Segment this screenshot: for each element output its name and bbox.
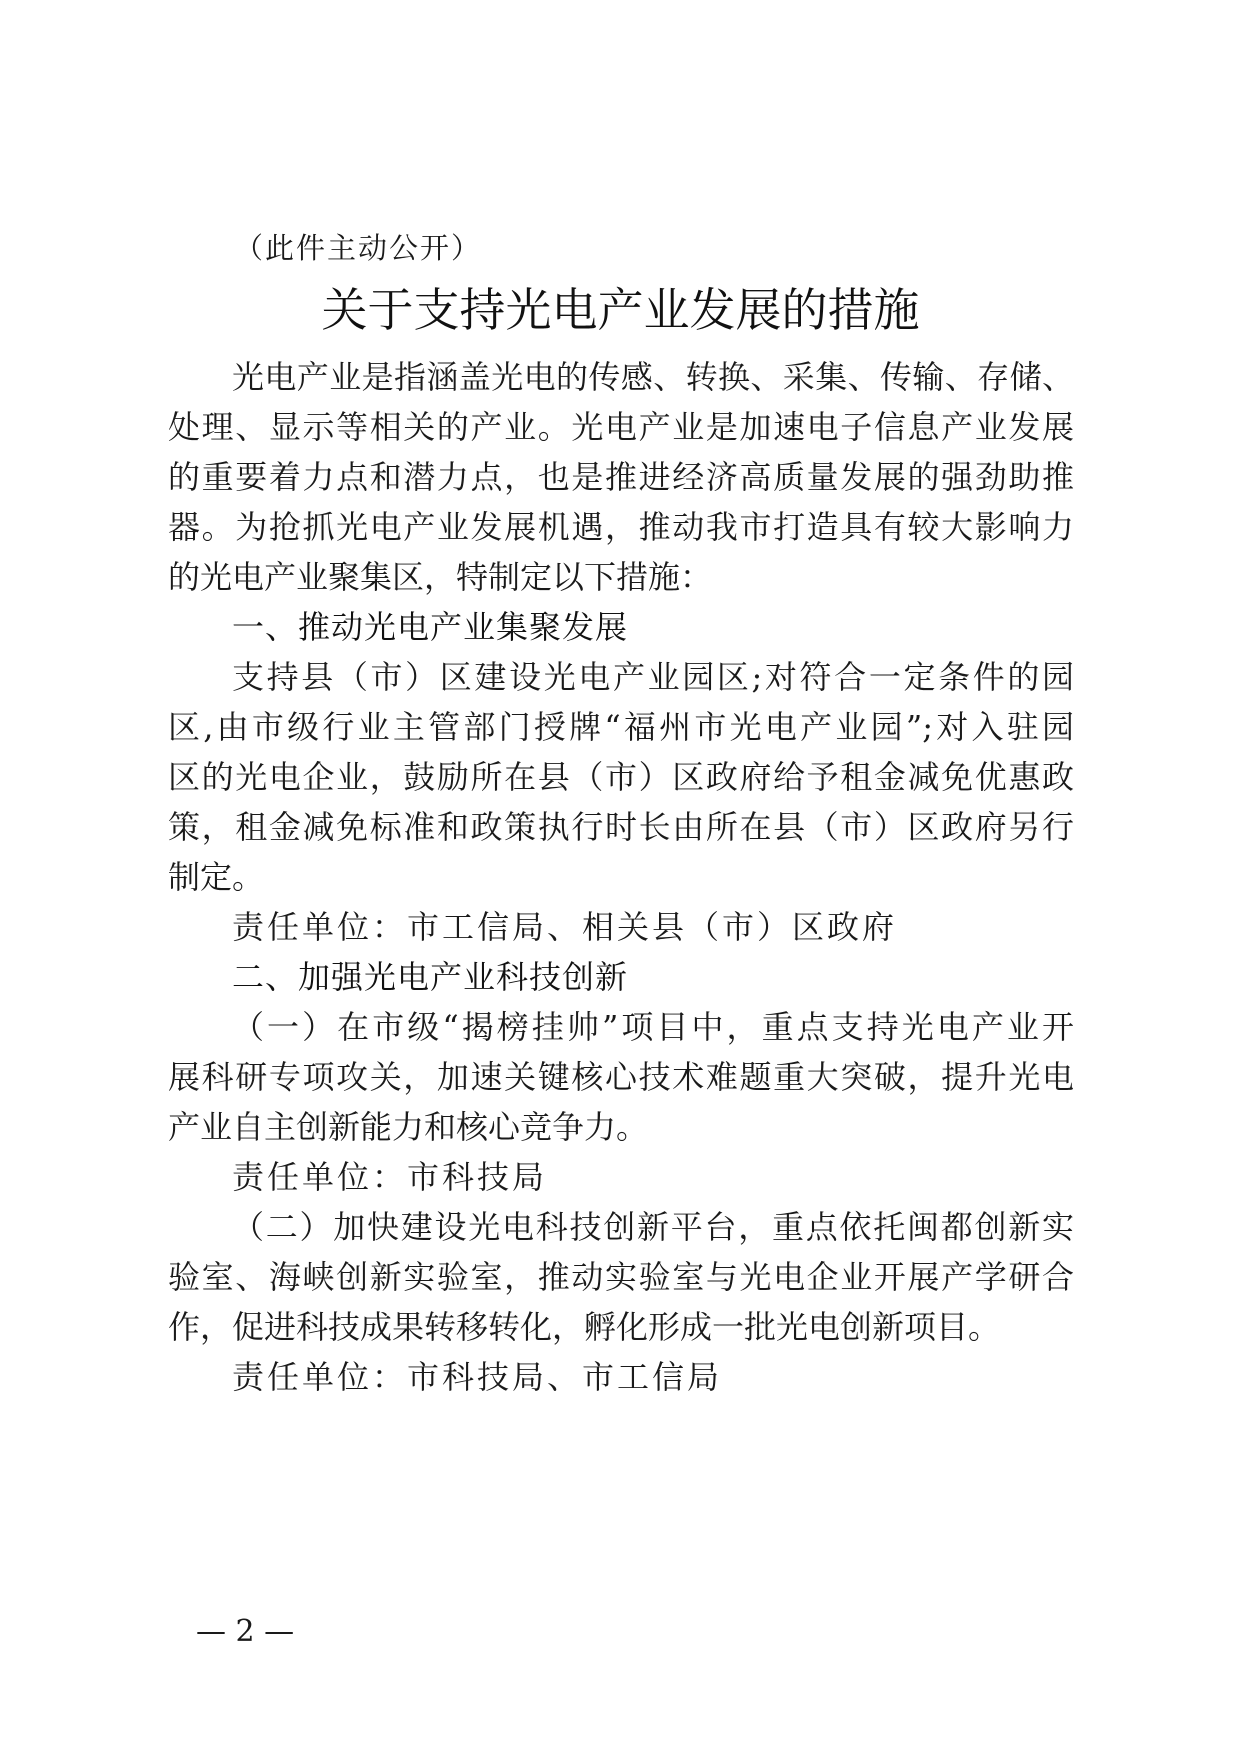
section-2-item-1-line-2: 展科研专项攻关，加速关键核心技术难题重大突破，提升光电: [168, 1058, 1074, 1096]
intro-line-1: 光电产业是指涵盖光电的传感、转换、采集、传输、存储、: [232, 358, 1074, 396]
section-2-heading: 二、加强光电产业科技创新: [232, 958, 629, 996]
section-2-item-1-line-1: （一）在市级“揭榜挂帅”项目中，重点支持光电产业开: [232, 1008, 1074, 1046]
page-number: — 2 —: [196, 1614, 295, 1649]
section-1-line-1: 支持县（市）区建设光电产业园区;对符合一定条件的园: [232, 658, 1074, 696]
section-1-line-5: 制定。: [168, 858, 265, 896]
intro-line-3: 的重要着力点和潜力点，也是推进经济高质量发展的强劲助推: [168, 458, 1074, 496]
intro-line-5: 的光电产业聚集区，特制定以下措施：: [168, 558, 713, 596]
intro-line-2: 处理、显示等相关的产业。光电产业是加速电子信息产业发展: [168, 408, 1074, 446]
document-title: 关于支持光电产业发展的措施: [321, 283, 920, 337]
section-1-line-3: 区的光电企业，鼓励所在县（市）区政府给予租金减免优惠政: [168, 758, 1074, 796]
section-2-item-1-line-3: 产业自主创新能力和核心竞争力。: [168, 1108, 649, 1146]
section-2-item-1-responsibility: 责任单位：市科技局: [232, 1158, 548, 1196]
section-2-item-2-line-3: 作，促进科技成果转移转化，孵化形成一批光电创新项目。: [168, 1308, 1001, 1346]
disclosure-notice: （此件主动公开）: [234, 231, 483, 265]
section-1-responsibility: 责任单位：市工信局、相关县（市）区政府: [232, 908, 898, 946]
section-1-line-2: 区,由市级行业主管部门授牌“福州市光电产业园”;对入驻园: [168, 708, 1074, 746]
intro-line-4: 器。为抢抓光电产业发展机遇，推动我市打造具有较大影响力: [168, 508, 1074, 546]
section-2-item-2-line-2: 验室、海峡创新实验室，推动实验室与光电企业开展产学研合: [168, 1258, 1074, 1296]
section-2-item-2-responsibility: 责任单位：市科技局、市工信局: [232, 1358, 723, 1396]
section-1-line-4: 策，租金减免标准和政策执行时长由所在县（市）区政府另行: [168, 808, 1074, 846]
section-2-item-2-line-1: （二）加快建设光电科技创新平台，重点依托闽都创新实: [232, 1208, 1074, 1246]
section-1-heading: 一、推动光电产业集聚发展: [232, 608, 629, 646]
